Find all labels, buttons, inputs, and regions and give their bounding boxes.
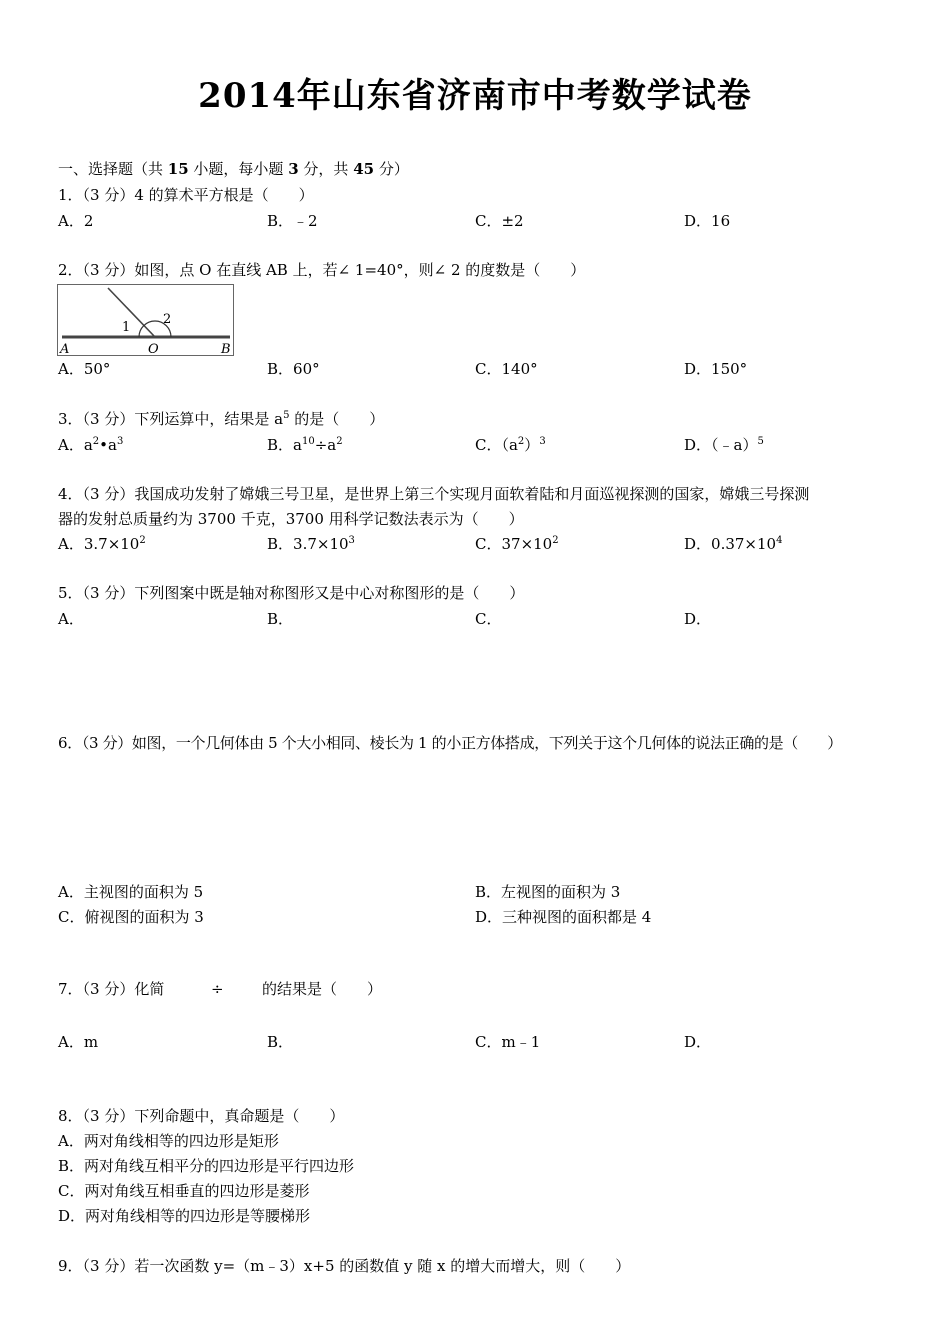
q8-option-b: B．两对角线互相平分的四边形是平行四边形: [58, 1157, 355, 1175]
question-8-stem: 8．（3 分）下列命题中，真命题是（ ）: [58, 1107, 345, 1125]
q1-option-b: B．﹣2: [267, 212, 318, 230]
q2-angle-figure: [57, 284, 234, 356]
q8-option-a: A．两对角线相等的四边形是矩形: [58, 1132, 279, 1150]
question-7-stem-post: 的结果是（ ）: [262, 980, 383, 998]
question-1-stem: 1．（3 分）4 的算术平方根是（ ）: [58, 186, 314, 204]
q5-option-a: A．: [58, 610, 84, 628]
label-angle-2: 2: [163, 312, 172, 327]
q6-option-d: D．三种视图的面积都是 4: [475, 908, 652, 926]
q1-option-a: A．2: [58, 212, 94, 230]
q6-option-a: A．主视图的面积为 5: [58, 883, 204, 901]
angle-diagram: [58, 285, 233, 355]
question-7-stem-pre: 7．（3 分）化简: [58, 980, 165, 998]
label-o: O: [148, 342, 159, 355]
q3-option-c: C．$(a^2)^3$: [475, 436, 546, 454]
q1-option-d: D．16: [684, 212, 731, 230]
q7-option-c: C．m﹣1: [475, 1033, 541, 1051]
q5-option-b: B．: [267, 610, 294, 628]
q8-option-d: D．两对角线相等的四边形是等腰梯形: [58, 1207, 311, 1225]
q3-option-b: B．$a^{10}\div a^2$: [267, 436, 343, 454]
q2-option-a: A．50°: [58, 360, 111, 378]
question-2-stem: 2．（3 分）如图，点 O 在直线 AB 上，若∠ 1=40°，则∠ 2 的度数是（ ）: [58, 261, 586, 279]
q4-option-c: C．$37\times 10^2$: [475, 535, 559, 553]
q4-option-b: B．$3.7\times 10^3$: [267, 535, 355, 553]
q2-option-c: C．140°: [475, 360, 538, 378]
label-b: B: [221, 342, 231, 355]
q1-option-c: C．±2: [475, 212, 524, 230]
q6-option-b: B．左视图的面积为 3: [475, 883, 621, 901]
q3-option-d: D．（﹣a）$^5$: [684, 436, 764, 454]
q5-option-d: D．: [684, 610, 712, 628]
q5-option-c: C．: [475, 610, 502, 628]
label-angle-1: 1: [122, 320, 131, 335]
question-7-divide-sign: ÷: [211, 980, 224, 998]
question-5-stem: 5．（3 分）下列图案中既是轴对称图形又是中心对称图形的是（ ）: [58, 584, 525, 602]
q3-option-a: A．$a^2•a^3$: [58, 436, 124, 454]
question-3-stem: 3．（3 分）下列运算中，结果是 $a^5$ 的是（ ）: [58, 410, 385, 428]
exam-title: 2014年山东省济南市中考数学试卷: [198, 76, 752, 116]
q7-option-d: D．: [684, 1033, 712, 1051]
question-4-stem-line1: 4．（3 分）我国成功发射了嫦娥三号卫星，是世界上第三个实现月面软着陆和月面巡视探测的国家，嫦娥三号探测: [58, 485, 810, 503]
section-header: 一、选择题（共 15 小题，每小题 3 分，共 45 分）: [58, 160, 409, 178]
q7-option-b: B．: [267, 1033, 294, 1051]
ray-oc: [108, 288, 155, 337]
label-a: A: [60, 342, 70, 355]
q8-option-c: C．两对角线互相垂直的四边形是菱形: [58, 1182, 310, 1200]
q4-option-d: D．$0.37\times 10^4$: [684, 535, 783, 553]
question-9-stem: 9．（3 分）若一次函数 y=（m﹣3）x+5 的函数值 y 随 x 的增大而增大，则（ ）: [58, 1257, 631, 1275]
question-4-stem-line2: 器的发射总质量约为 3700 千克，3700 用科学记数法表示为（ ）: [58, 510, 524, 528]
q6-option-c: C．俯视图的面积为 3: [58, 908, 204, 926]
q2-option-b: B．60°: [267, 360, 320, 378]
q7-option-a: A．m: [58, 1033, 99, 1051]
question-6-stem: 6．（3 分）如图，一个几何体由 5 个大小相同、棱长为 1 的小正方体搭成，下列关于这个几何体的说法正确的是（ ）: [58, 734, 842, 752]
q4-option-a: A．$3.7\times 10^2$: [58, 535, 146, 553]
q2-option-d: D．150°: [684, 360, 748, 378]
